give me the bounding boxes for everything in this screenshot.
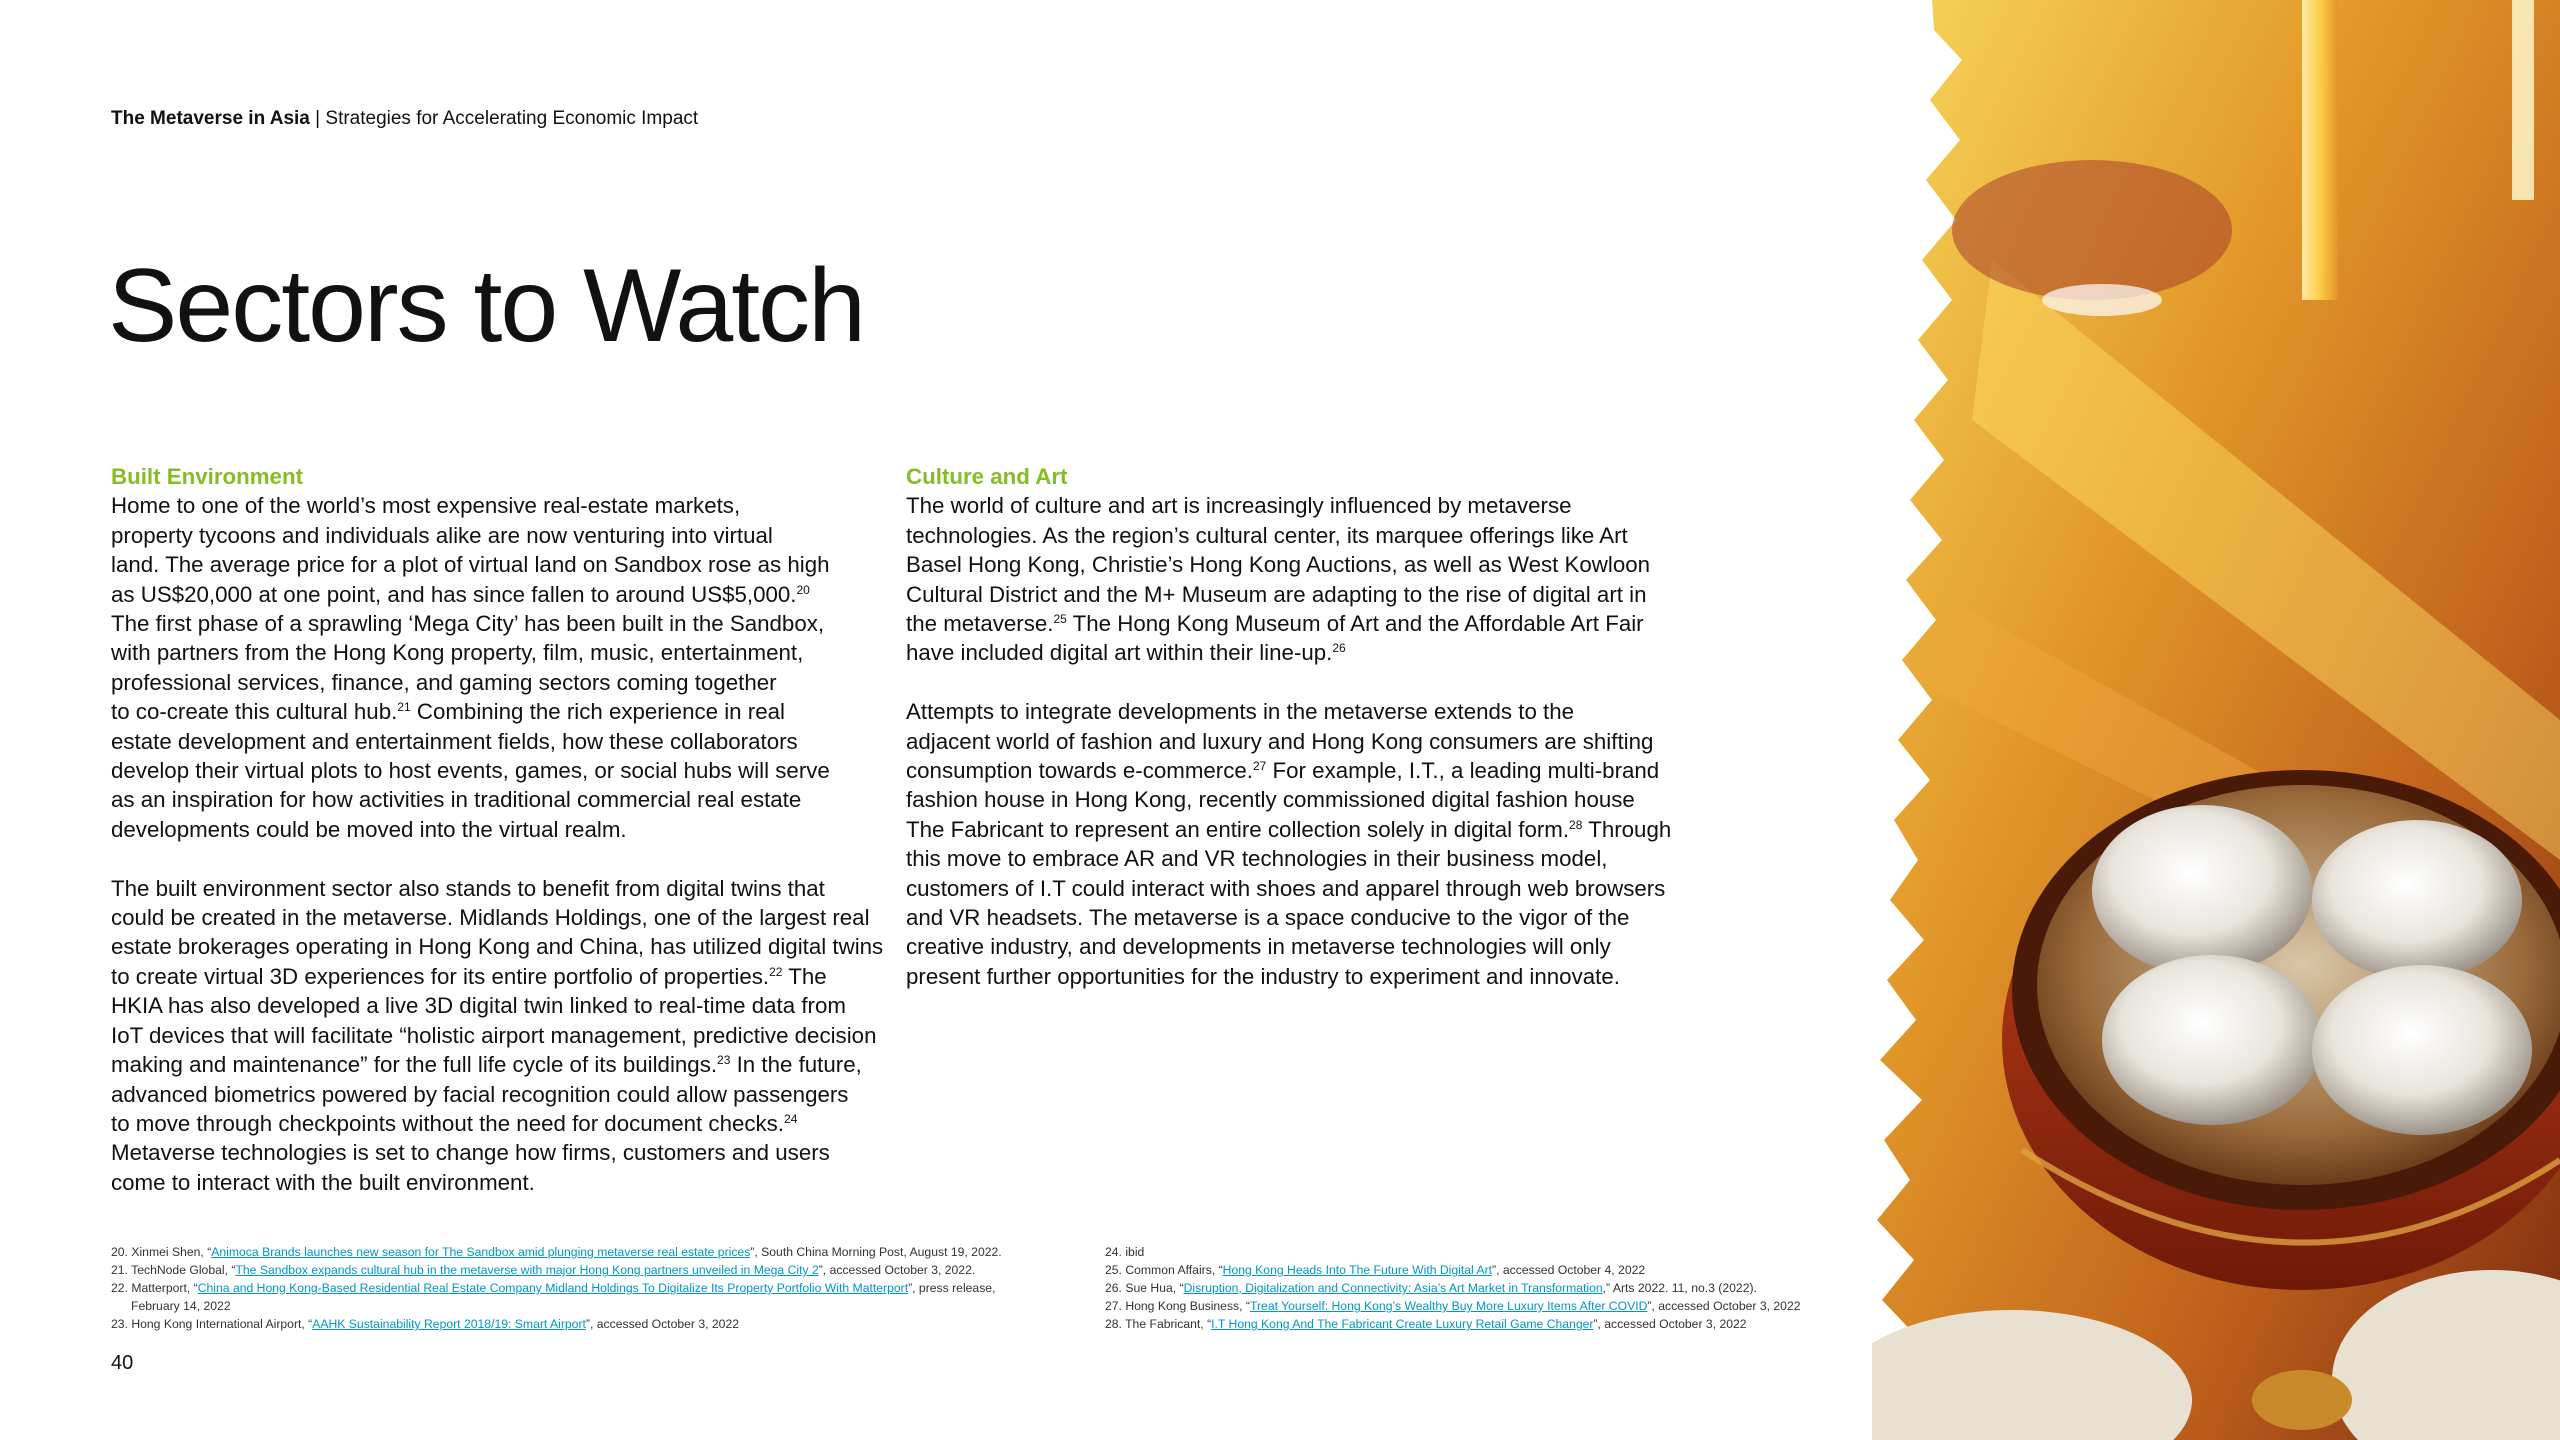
text-line: present further opportunities for the industry to experiment and innovate.: [906, 963, 1620, 989]
body-paragraph: [111, 491, 871, 844]
text-line: [906, 638, 1666, 667]
text-run: The: [782, 963, 827, 989]
text-run: In the future,: [730, 1052, 862, 1078]
footnote-link[interactable]: China and Hong Kong-Based Residential Real Estate Company Midland Holdings To Digitalize Its Property Portfolio With Matterport: [197, 1281, 909, 1295]
text-line: come to interact with the built environment.: [111, 1169, 535, 1195]
text-run: to move through checkpoints without the need for document checks.: [111, 1110, 785, 1136]
text-line: [906, 609, 1666, 638]
body-text-left: [111, 491, 884, 1197]
footnote-reference: 24: [784, 1111, 798, 1126]
text-line: HKIA has also developed a live 3D digital twin linked to real-time data from: [111, 993, 846, 1019]
text-line: customers of I.T could interact with shoes and apparel through web browsers: [906, 875, 1666, 901]
footnote: [111, 1279, 1091, 1297]
text-line: with partners from the Hong Kong property, film, music, entertainment,: [111, 640, 804, 666]
footnote-text: 22. Matterport, “: [111, 1281, 198, 1295]
footnotes-right: [1105, 1243, 1885, 1333]
footnote: [1105, 1261, 1885, 1279]
text-line: developments could be moved into the virtual realm.: [111, 816, 627, 842]
footnote: [111, 1315, 1091, 1333]
footnote-text: 27. Hong Kong Business, “: [1105, 1299, 1250, 1313]
footnote-link[interactable]: Hong Kong Heads Into The Future With Digital Art: [1222, 1263, 1493, 1277]
footnote-link[interactable]: The Sandbox expands cultural hub in the metaverse with major Hong Kong partners unveiled in Mega City 2: [235, 1263, 819, 1277]
text-line: [111, 962, 871, 991]
text-line: estate development and entertainment fields, how these collaborators: [111, 728, 798, 754]
footnote-link[interactable]: Treat Yourself: Hong Kong’s Wealthy Buy More Luxury Items After COVID: [1249, 1299, 1648, 1313]
culture-and-art-column: [906, 462, 1672, 991]
text-line: advanced biometrics powered by facial recognition could allow passengers: [111, 1081, 849, 1107]
body-text-right: [906, 491, 1672, 991]
footnote-reference: 20: [796, 582, 810, 597]
text-line: [111, 580, 871, 609]
text-line: [111, 1050, 871, 1079]
running-header: [111, 108, 698, 130]
text-line: [111, 697, 871, 726]
footnote-reference: 26: [1332, 641, 1346, 656]
text-line: land. The average price for a plot of virtual land on Sandbox rose as high: [111, 552, 830, 578]
text-line: Home to one of the world’s most expensive real-estate markets,: [111, 493, 741, 519]
footnote-reference: 28: [1569, 817, 1583, 832]
text-run: to create virtual 3D experiences for its entire portfolio of properties.: [111, 963, 770, 989]
section-heading-built-environment: Built Environment: [111, 464, 304, 489]
footnote: [111, 1243, 1091, 1261]
footnote-text: 28. The Fabricant, “: [1105, 1317, 1212, 1331]
section-heading-culture-and-art: Culture and Art: [906, 464, 1068, 489]
text-line: and VR headsets. The metaverse is a space conducive to the vigor of the: [906, 905, 1630, 931]
footnote-reference: 25: [1053, 612, 1067, 627]
text-line: property tycoons and individuals alike are now venturing into virtual: [111, 522, 773, 548]
page-number: 40: [111, 1352, 134, 1374]
footnote-text: 21. TechNode Global, “: [111, 1263, 236, 1277]
footnote-link[interactable]: Animoca Brands launches new season for The Sandbox amid plunging metaverse real estate prices: [211, 1245, 751, 1259]
footnote-link[interactable]: AAHK Sustainability Report 2018/19: Smart Airport: [312, 1317, 586, 1331]
footnote: [1105, 1297, 1885, 1315]
text-run: as US$20,000 at one point, and has since fallen to around US$5,000.: [111, 581, 797, 607]
text-run: the metaverse.: [906, 611, 1054, 637]
text-line: [906, 756, 1666, 785]
footnote-text: 25. Common Affairs, “: [1105, 1263, 1223, 1277]
text-line: The world of culture and art is increasingly influenced by metaverse: [906, 493, 1572, 519]
publication-title: The Metaverse in Asia: [111, 108, 310, 129]
footnote-reference: 27: [1252, 759, 1267, 774]
footnote-text: ,” Arts 2022. 11, no.3 (2022).: [1602, 1281, 1757, 1295]
text-line: Cultural District and the M+ Museum are adapting to the rise of digital art in: [906, 581, 1647, 607]
footnote-reference: 23: [717, 1053, 731, 1068]
text-run: have included digital art within their line-up.: [906, 640, 1333, 666]
page-title: Sectors to Watch: [108, 248, 864, 364]
text-run: consumption towards e-commerce.: [906, 758, 1253, 784]
footnote-text: ”, accessed October 3, 2022: [585, 1317, 740, 1331]
text-run: The Fabricant to represent an entire collection solely in digital form.: [906, 816, 1570, 842]
text-line: Basel Hong Kong, Christie’s Hong Kong Auctions, as well as West Kowloon: [906, 552, 1651, 578]
body-paragraph: [906, 491, 1666, 667]
footnote-text: ”, South China Morning Post, August 19, 2022.: [750, 1245, 1002, 1259]
text-line: Metaverse technologies is set to change how firms, customers and users: [111, 1140, 830, 1166]
text-line: estate brokerages operating in Hong Kong and China, has utilized digital twins: [111, 934, 884, 960]
footnote-text: ”, accessed October 3, 2022: [1647, 1299, 1801, 1313]
dim-sum-steamer-illustration: [1872, 0, 2560, 1440]
text-line: adjacent world of fashion and luxury and Hong Kong consumers are shifting: [906, 728, 1654, 754]
text-line: [906, 815, 1672, 844]
text-line: this move to embrace AR and VR technologies in their business model,: [906, 846, 1608, 872]
publication-subtitle: Strategies for Accelerating Economic Impact: [325, 108, 699, 129]
body-paragraph: [111, 874, 884, 1197]
footnote-text: ”, accessed October 3, 2022.: [818, 1263, 976, 1277]
footnote-link[interactable]: Disruption, Digitalization and Connectivity: Asia’s Art Market in Transformation: [1183, 1281, 1603, 1295]
header-separator: |: [309, 108, 326, 129]
text-run: Combining the rich experience in real: [410, 699, 785, 725]
footnote-text: 26. Sue Hua, “: [1105, 1281, 1184, 1295]
footnote-link[interactable]: I.T Hong Kong And The Fabricant Create Luxury Retail Game Changer: [1211, 1317, 1594, 1331]
text-run: The Hong Kong Museum of Art and the Affordable Art Fair: [1066, 611, 1644, 637]
text-line: fashion house in Hong Kong, recently commissioned digital fashion house: [906, 787, 1635, 813]
footnote: [1105, 1243, 1885, 1261]
footnote-text: ”, press release,: [908, 1281, 996, 1295]
text-line: [111, 1109, 871, 1138]
text-line: technologies. As the region’s cultural center, its marquee offerings like Art: [906, 522, 1628, 548]
footnote-reference: 22: [769, 964, 783, 979]
text-line: develop their virtual plots to host events, games, or social hubs will serve: [111, 758, 830, 784]
text-line: The first phase of a sprawling ‘Mega City’ has been built in the Sandbox,: [111, 611, 825, 637]
text-line: IoT devices that will facilitate “holistic airport management, predictive decision: [111, 1022, 877, 1048]
text-line: could be created in the metaverse. Midlands Holdings, one of the largest real: [111, 905, 870, 931]
footnotes-left: [111, 1243, 1091, 1333]
footnote-text: 24. ibid: [1105, 1245, 1145, 1259]
text-line: The built environment sector also stands to benefit from digital twins that: [111, 875, 825, 901]
footnote-text: ”, accessed October 4, 2022: [1492, 1263, 1646, 1277]
built-environment-column: [111, 462, 884, 1197]
text-run: to co-create this cultural hub.: [111, 699, 398, 725]
footnote: [1105, 1279, 1885, 1297]
text-line: professional services, finance, and gaming sectors coming together: [111, 669, 777, 695]
text-run: Through: [1582, 816, 1672, 842]
text-line: creative industry, and developments in metaverse technologies will only: [906, 934, 1611, 960]
body-paragraph: [906, 697, 1672, 991]
text-run: For example, I.T., a leading multi-brand: [1266, 758, 1660, 784]
text-line: as an inspiration for how activities in traditional commercial real estate: [111, 787, 802, 813]
text-run: making and maintenance” for the full life cycle of its buildings.: [111, 1052, 718, 1078]
footnote-text: 20. Xinmei Shen, “: [111, 1245, 212, 1259]
footnote: [1105, 1315, 1885, 1333]
footnote-text: 23. Hong Kong International Airport, “: [111, 1317, 313, 1331]
footnote-text: ”, accessed October 3, 2022: [1593, 1317, 1747, 1331]
footnote: [111, 1261, 1091, 1279]
footnote-continuation: February 14, 2022: [131, 1299, 231, 1313]
text-line: Attempts to integrate developments in the metaverse extends to the: [906, 699, 1575, 725]
footnote-reference: 21: [397, 700, 411, 715]
